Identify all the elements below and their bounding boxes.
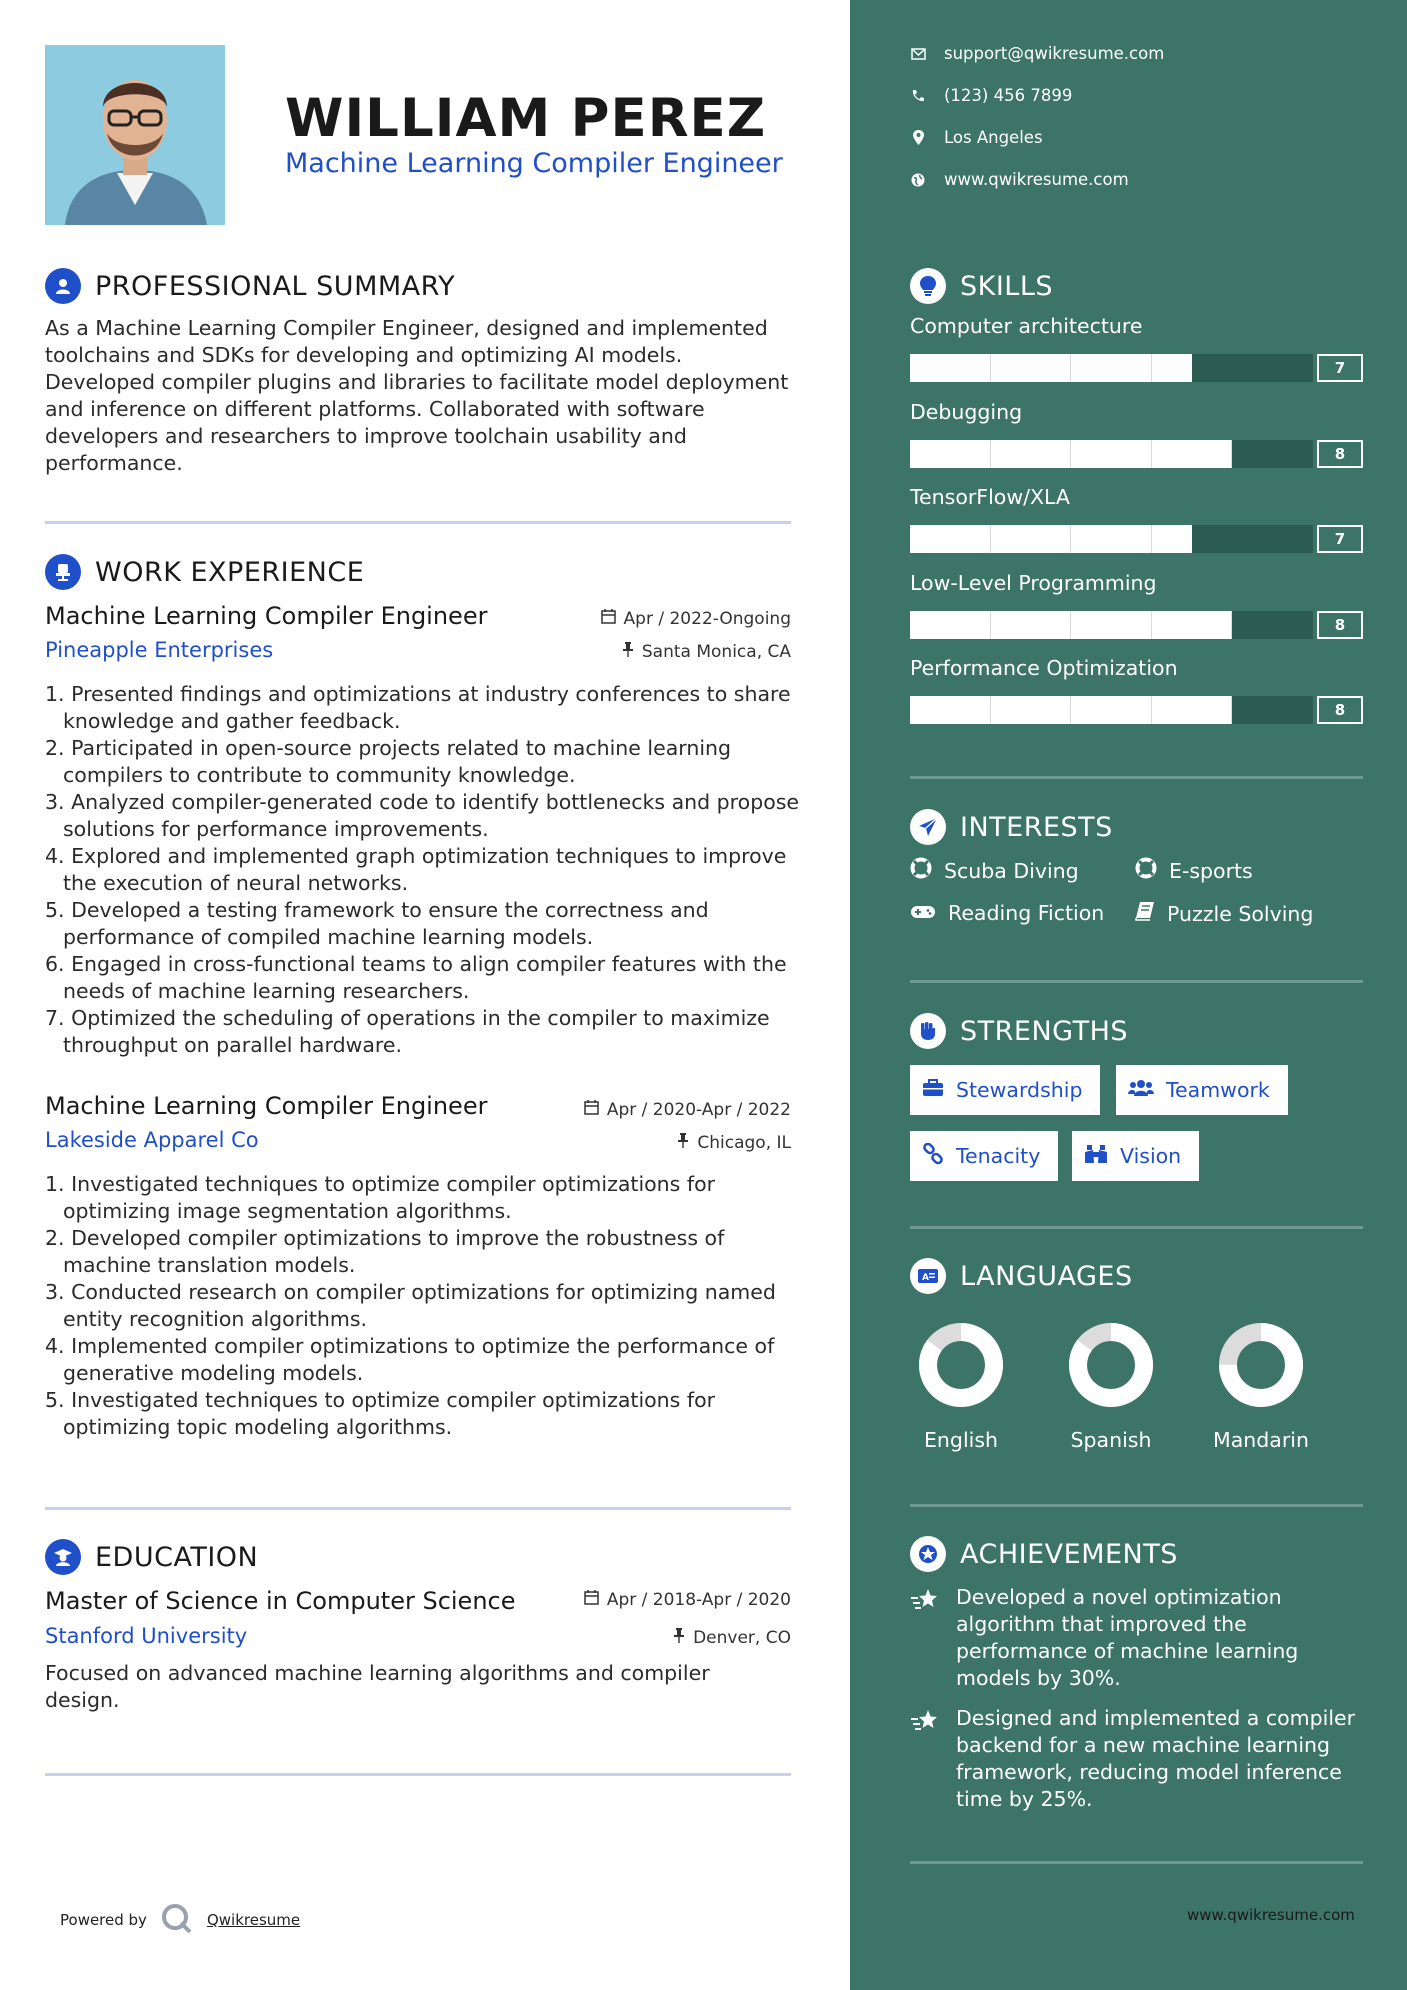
work-heading (45, 554, 364, 590)
candidate-name: WILLIAM PEREZ (285, 88, 767, 149)
achievement-item (910, 1584, 1370, 1692)
user-icon (45, 268, 81, 304)
education-heading (45, 1539, 258, 1575)
powered-by (60, 1903, 300, 1937)
skill-bar-segment (1152, 611, 1233, 639)
language-item (1051, 1320, 1171, 1452)
calendar-icon (584, 1590, 599, 1610)
website-text: www.qwikresume.com (944, 170, 1129, 189)
brand-link[interactable]: Qwikresume (206, 1911, 301, 1929)
company-name: Lakeside Apparel Co (45, 1128, 259, 1152)
job-location-text: Santa Monica, CA (641, 642, 791, 662)
binoculars-icon (1084, 1144, 1108, 1169)
education-date (584, 1590, 791, 1610)
lifebuoy-icon (1135, 857, 1157, 884)
strength-chip (1116, 1065, 1288, 1115)
skill-bar-segment (1152, 525, 1192, 553)
envelope-icon (910, 48, 926, 60)
language-label: Mandarin (1213, 1428, 1309, 1452)
section-divider (45, 1773, 791, 1776)
list-item: 7. Optimized the scheduling of operations in the compiler to maximize throughput on parallel hardware. (45, 1006, 770, 1057)
language-icon (910, 1258, 946, 1294)
profile-photo (45, 45, 225, 225)
strength-label: Vision (1120, 1144, 1182, 1168)
pin-icon (677, 1133, 689, 1153)
summary-text: As a Machine Learning Compiler Engineer, designed and implemented toolchains and SDKs for developing and optimizing AI models. Developed compiler plugins and libraries to facilitate model deployment and inference on different platforms. Collaborated with software developers and researchers to improve toolchain usability and performance. (45, 316, 789, 475)
skill-bar (910, 611, 1313, 639)
interests-title: INTERESTS (960, 811, 1113, 843)
job-date-text: Apr / 2020-Apr / 2022 (606, 1100, 791, 1120)
skill-bar-segment (1071, 525, 1152, 553)
skill-name: TensorFlow/XLA (910, 485, 1070, 509)
strengths-title: STRENGTHS (960, 1015, 1129, 1047)
achievement-item (910, 1705, 1370, 1813)
list-item: 6. Engaged in cross-functional teams to align compiler features with the needs of machine learning researchers. (45, 952, 787, 1003)
job-date (584, 1100, 791, 1120)
calendar-icon (584, 1100, 599, 1120)
phone-icon (910, 89, 926, 103)
skill-level-badge: 7 (1317, 525, 1363, 553)
strength-label: Stewardship (956, 1078, 1083, 1102)
interest-label: Scuba Diving (944, 858, 1079, 883)
section-divider (910, 1861, 1363, 1864)
footer-website[interactable]: www.qwikresume.com (1187, 1906, 1355, 1924)
skill-bar (910, 440, 1313, 468)
degree-title: Master of Science in Computer Science (45, 1587, 516, 1615)
raised-fist-icon (910, 1013, 946, 1049)
skill-bar-segment (910, 525, 991, 553)
achievements-heading (910, 1536, 1178, 1572)
skills-title: SKILLS (960, 270, 1054, 302)
section-divider (910, 776, 1363, 779)
skill-bar-segment (910, 611, 991, 639)
language-label: Spanish (1070, 1428, 1152, 1452)
section-divider (910, 980, 1363, 983)
language-label: English (923, 1428, 999, 1452)
strength-label: Tenacity (956, 1144, 1041, 1168)
strength-chip (910, 1131, 1058, 1181)
lifebuoy-icon (910, 857, 932, 884)
email-text: support@qwikresume.com (944, 44, 1165, 63)
list-item: 1. Presented findings and optimizations at industry conferences to share knowledge and gather feedback. (45, 682, 791, 733)
skill-bar-segment (910, 440, 991, 468)
company-name: Pineapple Enterprises (45, 638, 274, 662)
globe-icon (910, 173, 926, 187)
paper-plane-icon (910, 809, 946, 845)
book-icon (1135, 901, 1155, 926)
list-item: 5. Investigated techniques to optimize compiler optimizations for optimizing topic modeling algorithms. (45, 1388, 716, 1439)
interest-label: Reading Fiction (948, 901, 1105, 925)
link-icon (922, 1143, 944, 1170)
interest-item (1135, 901, 1313, 926)
gamepad-icon (910, 901, 936, 925)
strength-chip (1072, 1131, 1199, 1181)
calendar-icon (601, 609, 616, 629)
skill-name: Computer architecture (910, 314, 1143, 338)
education-location-text: Denver, CO (693, 1628, 791, 1648)
skill-name: Low-Level Programming (910, 570, 1157, 595)
skills-heading (910, 268, 1053, 304)
pin-icon (622, 642, 634, 662)
skill-bar (910, 354, 1313, 382)
map-pin-icon (910, 130, 926, 145)
briefcase-icon (922, 1078, 944, 1102)
job-bullets (45, 1171, 805, 1441)
skill-bar-segment (1152, 354, 1192, 382)
skill-bar-segment (1152, 440, 1233, 468)
job-title: Machine Learning Compiler Engineer (45, 1092, 488, 1120)
interest-label: E-sports (1169, 858, 1253, 883)
job-location-text: Chicago, IL (697, 1133, 791, 1153)
powered-by-label: Powered by (60, 1911, 147, 1929)
summary-heading (45, 268, 455, 304)
section-divider (45, 1507, 791, 1510)
proficiency-donut (1216, 1320, 1306, 1410)
skill-bar-segment (910, 354, 991, 382)
school-name: Stanford University (45, 1624, 248, 1648)
languages-title: LANGUAGES (960, 1260, 1133, 1292)
office-chair-icon (45, 554, 81, 590)
svg-text:A: A (922, 1273, 929, 1283)
job-title: Machine Learning Compiler Engineer (45, 602, 488, 630)
job-date (601, 609, 791, 629)
language-item (1201, 1320, 1321, 1452)
shooting-star-icon (910, 1705, 942, 1813)
section-divider (910, 1226, 1363, 1229)
achievement-text: Developed a novel optimization algorithm that improved the performance of machine learning models by 30%. (956, 1585, 1299, 1690)
summary-title: PROFESSIONAL SUMMARY (95, 270, 456, 302)
language-item (901, 1320, 1021, 1452)
contact-email[interactable] (910, 44, 1164, 63)
pin-icon (673, 1628, 685, 1648)
interest-item (910, 857, 1079, 884)
skill-bar (910, 696, 1313, 724)
contact-phone[interactable] (910, 86, 1072, 105)
skill-level-badge: 7 (1317, 354, 1363, 382)
skill-level-badge: 8 (1317, 611, 1363, 639)
languages-heading (910, 1258, 1133, 1294)
section-divider (910, 1504, 1363, 1507)
interest-item (910, 901, 1104, 925)
skill-level-badge: 8 (1317, 696, 1363, 724)
star-badge-icon (910, 1536, 946, 1572)
skill-bar-segment (910, 696, 991, 724)
interest-item (1135, 857, 1253, 884)
skill-bar-segment (991, 354, 1072, 382)
list-item: 3. Conducted research on compiler optimizations for optimizing named entity recognition algorithms. (45, 1280, 776, 1331)
job-bullets (45, 681, 805, 1059)
lightbulb-icon (910, 268, 946, 304)
shooting-star-icon (910, 1584, 942, 1692)
contact-website[interactable] (910, 170, 1129, 189)
users-icon (1128, 1078, 1154, 1102)
location-text: Los Angeles (944, 128, 1043, 147)
list-item: 2. Participated in open-source projects related to machine learning compilers to contribute to community knowledge. (45, 736, 732, 787)
candidate-role: Machine Learning Compiler Engineer (285, 148, 783, 179)
skill-level-badge: 8 (1317, 440, 1363, 468)
graduate-icon (45, 1539, 81, 1575)
education-text: Focused on advanced machine learning algorithms and compiler design. (45, 1661, 710, 1712)
education-title: EDUCATION (95, 1541, 259, 1573)
section-divider (45, 521, 791, 524)
skill-bar-segment (991, 525, 1072, 553)
skill-name: Debugging (910, 399, 1023, 424)
skill-bar-segment (991, 611, 1072, 639)
skill-name: Performance Optimization (910, 656, 1178, 680)
job-location (677, 1133, 791, 1153)
strength-label: Teamwork (1166, 1078, 1270, 1102)
contact-location (910, 128, 1043, 147)
qwikresume-logo-icon (161, 1903, 193, 1937)
skill-bar-segment (1071, 696, 1152, 724)
interests-heading (910, 809, 1113, 845)
skill-bar-segment (991, 440, 1072, 468)
list-item: 2. Developed compiler optimizations to improve the robustness of machine translation models. (45, 1226, 725, 1277)
skill-bar-segment (1071, 440, 1152, 468)
skill-bar-segment (1152, 696, 1233, 724)
job-date-text: Apr / 2022-Ongoing (623, 609, 791, 629)
list-item: 4. Explored and implemented graph optimization techniques to improve the execution of neural networks. (45, 844, 787, 895)
list-item: 5. Developed a testing framework to ensure the correctness and performance of compiled machine learning models. (45, 898, 709, 949)
list-item: 1. Investigated techniques to optimize compiler optimizations for optimizing image segmentation algorithms. (45, 1172, 716, 1223)
work-title: WORK EXPERIENCE (95, 556, 365, 588)
phone-text: (123) 456 7899 (944, 86, 1073, 105)
job-location (622, 642, 791, 662)
skill-bar-segment (1071, 354, 1152, 382)
list-item: 3. Analyzed compiler-generated code to identify bottlenecks and propose solutions for performance improvements. (45, 790, 800, 841)
skill-bar-segment (991, 696, 1072, 724)
proficiency-donut (1066, 1320, 1156, 1410)
skill-bar (910, 525, 1313, 553)
interest-label: Puzzle Solving (1167, 901, 1314, 926)
achievements-title: ACHIEVEMENTS (960, 1538, 1178, 1570)
proficiency-donut (916, 1320, 1006, 1410)
list-item: 4. Implemented compiler optimizations to optimize the performance of generative modeling models. (45, 1334, 775, 1385)
education-date-text: Apr / 2018-Apr / 2020 (606, 1590, 791, 1610)
skill-bar-segment (1071, 611, 1152, 639)
strength-chip (910, 1065, 1100, 1115)
education-location (673, 1628, 791, 1648)
sidebar (850, 0, 1407, 1990)
achievement-text: Designed and implemented a compiler backend for a new machine learning framework, reducing model inference time by 25%. (956, 1706, 1356, 1811)
strengths-heading (910, 1013, 1128, 1049)
